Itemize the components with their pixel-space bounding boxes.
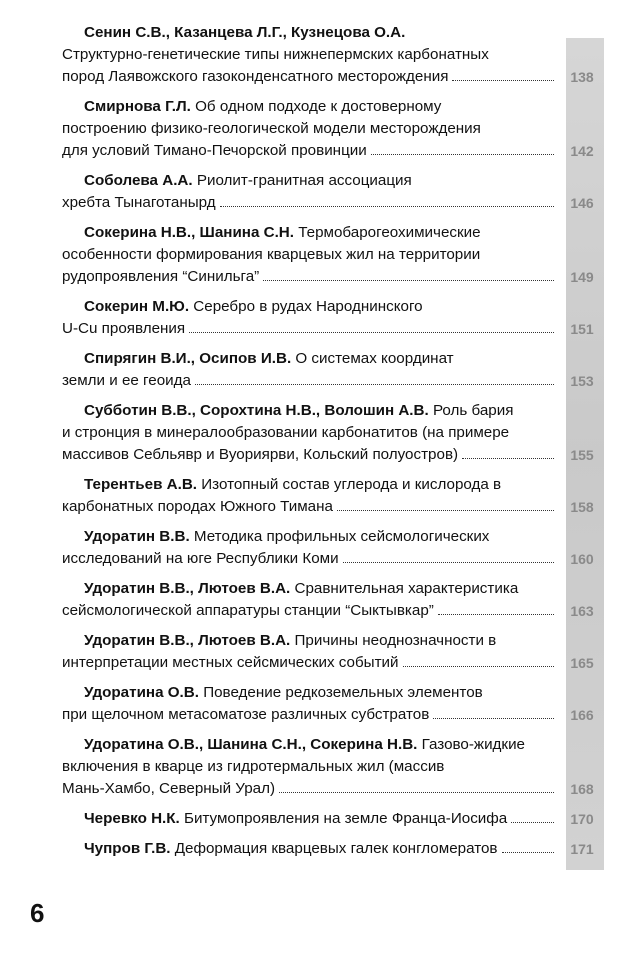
toc-entry <box>62 808 602 830</box>
toc-entry <box>62 400 602 466</box>
toc-title-line: U-Cu проявления <box>62 320 186 337</box>
toc-title-line: земли и ее геоида <box>62 372 191 389</box>
toc-page-number: 149 <box>570 269 594 285</box>
toc-title: Битумопроявления на земле Франца-Иосифа <box>179 810 508 827</box>
toc-page-number: 160 <box>570 551 594 567</box>
toc-page-number: 153 <box>570 373 594 389</box>
toc-entry <box>62 474 602 518</box>
toc-page-number: 168 <box>570 781 594 797</box>
toc-authors: Субботин В.В., Сорохтина Н.В., Волошин А.В. <box>84 402 429 419</box>
toc-entry-last-line <box>62 548 560 570</box>
toc-title-line: при щелочном метасоматозе различных субстратов <box>62 706 430 723</box>
toc-entry-last-line <box>62 140 560 162</box>
toc-entry-last-line <box>62 778 560 800</box>
toc-entry-first-line <box>62 682 560 704</box>
toc-title: О системах координат <box>291 350 454 367</box>
toc-page-number: 166 <box>570 707 594 723</box>
toc-page-number: 165 <box>570 655 594 671</box>
toc-authors: Сокерин М.Ю. <box>84 298 190 315</box>
toc-title: Деформация кварцевых галек конгломератов <box>170 840 498 857</box>
toc-title: Риолит-гранитная ассоциация <box>192 172 412 189</box>
dot-leader <box>195 384 554 385</box>
toc-entry <box>62 96 602 162</box>
toc-entry-first-line <box>62 526 560 548</box>
page-number: 6 <box>30 898 45 928</box>
toc-authors: Смирнова Г.Л. <box>84 98 191 115</box>
toc-entry <box>62 296 602 340</box>
toc-entry-first-line <box>62 170 560 192</box>
toc-authors: Черевко Н.К. <box>84 810 180 827</box>
toc-entry-last-line <box>62 496 560 518</box>
dot-leader <box>433 718 554 719</box>
dot-leader <box>438 614 554 615</box>
toc-entry <box>62 630 602 674</box>
toc-authors: Удоратина О.В. <box>84 684 199 701</box>
toc-entry-first-line <box>62 296 560 318</box>
dot-leader <box>343 562 554 563</box>
toc-title-line: и стронция в минералообразовании карбонатитов (на примере <box>62 424 510 441</box>
toc-title-line: массивов Себльявр и Вуориярви, Кольский полуостров) <box>62 446 459 463</box>
toc-title: Серебро в рудах Народнинского <box>189 298 423 315</box>
toc-title-line: хребта Тынаготанырд <box>62 194 216 211</box>
toc-page-number: 151 <box>570 321 594 337</box>
toc-page-number: 158 <box>570 499 594 515</box>
toc-entry-first-line <box>62 578 560 600</box>
toc-title-line: исследований на юге Республики Коми <box>62 550 339 567</box>
toc-entry <box>62 734 602 800</box>
toc-title-line: Структурно-генетические типы нижнепермских карбонатных <box>62 46 489 63</box>
dot-leader <box>403 666 554 667</box>
toc-page-number: 146 <box>570 195 594 211</box>
toc-entry <box>62 838 602 860</box>
toc-entry-last-line <box>62 192 560 214</box>
toc-entry-first-line <box>62 222 560 244</box>
toc-entry <box>62 222 602 288</box>
dot-leader <box>279 792 554 793</box>
toc-title: Газово-жидкие <box>417 736 525 753</box>
toc-entry-last-line <box>62 66 560 88</box>
toc-page-number: 170 <box>570 811 594 827</box>
toc-entry-last-line <box>62 600 560 622</box>
dot-leader <box>263 280 554 281</box>
toc-title-line: для условий Тимано-Печорской провинции <box>62 142 367 159</box>
toc-entry-first-line <box>62 400 560 422</box>
toc-authors: Сенин С.В., Казанцева Л.Г., Кузнецова О.А. <box>84 24 406 41</box>
toc-title: Изотопный состав углерода и кислорода в <box>197 476 502 493</box>
toc-authors: Удоратина О.В., Шанина С.Н., Сокерина Н.В. <box>84 736 418 753</box>
toc-entry-last-line <box>62 266 560 288</box>
toc-title-line: сейсмологической аппаратуры станции “Сыктывкар” <box>62 602 434 619</box>
dot-leader <box>462 458 554 459</box>
dot-leader <box>452 80 554 81</box>
toc-authors: Спирягин В.И., Осипов И.В. <box>84 350 292 367</box>
toc-page-number: 171 <box>570 841 594 857</box>
toc-authors: Чупров Г.В. <box>84 840 171 857</box>
toc-entry <box>62 578 602 622</box>
toc-title: Методика профильных сейсмологических <box>189 528 490 545</box>
toc-entry-last-line <box>62 652 560 674</box>
toc-page-number: 142 <box>570 143 594 159</box>
toc-page-number: 138 <box>570 69 594 85</box>
toc-entry-first-line <box>62 96 560 118</box>
toc-authors: Сокерина Н.В., Шанина С.Н. <box>84 224 294 241</box>
toc-title-line: рудопроявления “Синильга” <box>62 268 260 285</box>
toc-title: Об одном подходе к достоверному <box>190 98 442 115</box>
dot-leader <box>220 206 554 207</box>
toc-title-line: построению физико-геологической модели месторождения <box>62 120 481 137</box>
toc-page-number: 163 <box>570 603 594 619</box>
dot-leader <box>511 822 554 823</box>
toc-authors: Терентьев А.В. <box>84 476 198 493</box>
toc-entry-first-line <box>62 734 560 756</box>
toc-entry-first-line <box>62 474 560 496</box>
toc-title: Причины неоднозначности в <box>290 632 497 649</box>
toc-authors: Удоратин В.В., Лютоев В.А. <box>84 632 291 649</box>
toc-title: Роль бария <box>428 402 514 419</box>
dot-leader <box>189 332 554 333</box>
dot-leader <box>371 154 554 155</box>
toc-entry <box>62 526 602 570</box>
toc-title-line: Мань-Хамбо, Северный Урал) <box>62 780 276 797</box>
dot-leader <box>502 852 555 853</box>
toc-title: Поведение редкоземельных элементов <box>198 684 483 701</box>
toc-entry-first-line <box>62 22 560 44</box>
toc-entry <box>62 682 602 726</box>
toc-authors: Удоратин В.В. <box>84 528 190 545</box>
toc-entry-line <box>62 838 560 860</box>
toc-entry-last-line <box>62 318 560 340</box>
toc-entry-line <box>62 808 560 830</box>
toc-entry <box>62 22 602 88</box>
toc-entry-first-line <box>62 630 560 652</box>
table-of-contents <box>62 22 602 868</box>
toc-page-number: 155 <box>570 447 594 463</box>
toc-entry <box>62 348 602 392</box>
toc-entry-last-line <box>62 704 560 726</box>
toc-entry <box>62 170 602 214</box>
toc-entry-first-line <box>62 348 560 370</box>
toc-title: Термобарогеохимические <box>294 224 481 241</box>
toc-title-line: включения в кварце из гидротермальных жил (массив <box>62 758 445 775</box>
toc-entry-last-line <box>62 444 560 466</box>
toc-title-line: пород Лаявожского газоконденсатного месторождения <box>62 68 449 85</box>
dot-leader <box>337 510 554 511</box>
toc-authors: Соболева А.А. <box>84 172 193 189</box>
toc-title-line: особенности формирования кварцевых жил на территории <box>62 246 481 263</box>
toc-entry-last-line <box>62 370 560 392</box>
toc-title: Сравнительная характеристика <box>290 580 519 597</box>
toc-authors: Удоратин В.В., Лютоев В.А. <box>84 580 291 597</box>
toc-title-line: карбонатных породах Южного Тимана <box>62 498 333 515</box>
toc-title-line: интерпретации местных сейсмических событий <box>62 654 399 671</box>
